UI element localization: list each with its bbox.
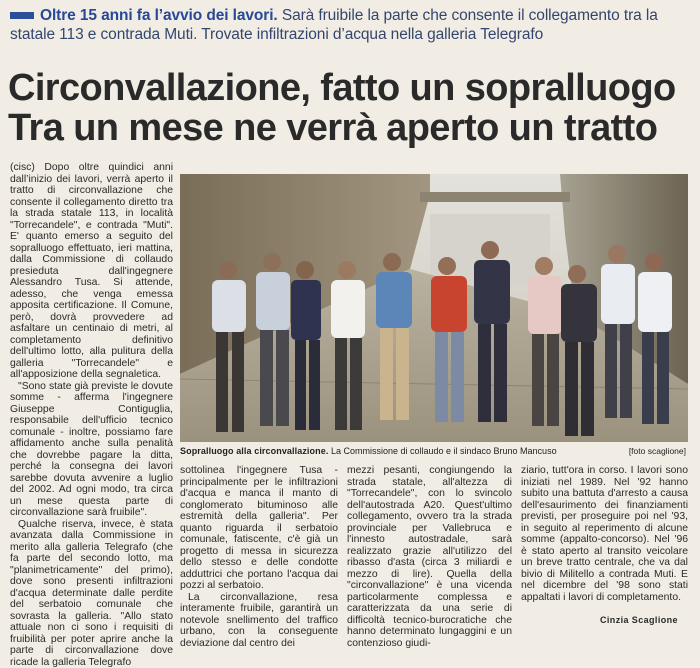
person: [256, 253, 290, 426]
paragraph: mezzi pesanti, congiungendo la strada statale, all'altezza di "Torrecandele", con lo svincolo dell'autostrada A20. Quest'ultimo collegamento, ovvero tra la strada provinciale per Vallebruca e l'innesto autostradale, sarà realizzato grazie all'utilizzo del ribasso d'asta (circa 3 miliardi e mezzo di lire). Quella della "circonvallazione" è una vicenda particolarmente complessa e caratterizzata da una serie di difficoltà tecnico-burocratiche che hanno determinato lungaggini e un contenzioso giudi-: [347, 465, 512, 649]
people-group: [180, 174, 688, 442]
paragraph: Qualche riserva, invece, è stata avanzata dalla Commissione in merito alla galleria Telegrafo (che fa parte del secondo lotto, ma "planimetricamente" del primo), dove sono presenti infiltrazioni d'acqua determinate dalle perdite del serbatoio comunale che sovrasta la galleria. "Allo stato attuale non ci sono i requisiti di fruibilità per poter aprire anche la parte di circonvallazione dove ricade la galleria Telegrafo: [10, 519, 173, 668]
caption-lead: Sopralluogo alla circonvallazione.: [180, 446, 328, 456]
person: [291, 261, 321, 430]
article-column-2: [180, 465, 338, 630]
person: [561, 265, 597, 436]
headline: [8, 68, 698, 148]
person: [528, 257, 562, 426]
kicker-mark-icon: [10, 12, 34, 19]
article-column-1: [10, 162, 173, 624]
kicker-text: Sarà fruibile la parte che consente il collegamento tra la statale 113 e contrada Muti. Trovate infiltrazioni d’acqua nella galleria Telegrafo: [10, 7, 658, 43]
headline-line-2: Tra un mese ne verrà aperto un tratto: [8, 108, 698, 148]
person: [601, 245, 635, 418]
person: [431, 257, 467, 422]
headline-line-1: Circonvallazione, fatto un sopralluogo: [8, 68, 698, 108]
person: [638, 253, 672, 424]
paragraph: sottolinea l'ingegnere Tusa - principalmente per le infiltrazioni d'acqua e manca il manto di conglomerato bituminoso alle estremità della galleria". Per quanto riguarda il serbatoio comunale, fatiscente, c'è già un progetto di messa in sicurezza dello stesso e delle condotte adduttrici che portano l'acqua dai pozzi al serbatoio.: [180, 465, 338, 592]
photo-credit: [foto scaglione]: [629, 444, 686, 458]
person: [331, 261, 365, 430]
byline: Cinzia Scaglione: [600, 615, 678, 625]
paragraph: "Sono state già previste le dovute somme - afferma l'ingegnere Giuseppe Contiguglia, responsabile dell'ufficio tecnico comunale - inoltre, possiamo fare affidamento anche sulla penalità che dovrebbe pagare la ditta, perché la consegna dei lavori sarebbe dovuta avvenire a luglio del 2002. Ad ogni modo, tra circa un mese questa parte di circonvallazione sarà fruibile".: [10, 381, 173, 519]
person: [474, 241, 510, 422]
paragraph: (cisc) Dopo oltre quindici anni dall’inizio dei lavori, verrà aperto il tratto di circonvallazione che consente il collegamento diretto tra la strada statale 113, in località "Torrecandele", e contrada "Muti". E' quanto emerso a seguito del sopralluogo effettuato, ieri mattina, dalla Commissione di collaudo presieduta dall'ingegnere Alessandro Tusa. Si attende, adesso, che venga emessa apposita certificazione. Il Comune, però, dovrà provvedere ad asfaltare un centinaio di metri, al completamento definitivo dell'ultimo lotto, alla pulitura della galleria "Torrecandele" e all'apposizione della segnaletica.: [10, 162, 173, 381]
article-column-4: [521, 465, 688, 615]
person: [212, 261, 246, 432]
caption-text: La Commissione di collaudo e il sindaco Bruno Mancuso: [331, 446, 557, 456]
person: [376, 253, 412, 420]
photo-caption: [180, 444, 688, 458]
kicker-lead: Oltre 15 anni fa l’avvio dei lavori.: [40, 7, 278, 24]
article-column-3: [347, 465, 512, 630]
paragraph: La circonvallazione, resa interamente fruibile, garantirà un notevole snellimento del traffico urbano, con la conseguente deviazione dal centro dei: [180, 592, 338, 650]
kicker: [10, 6, 694, 44]
paragraph: ziario, tutt'ora in corso. I lavori sono iniziati nel 1989. Nel '92 hanno subito una battuta d'arresto a causa dell'esaurimento dei finanziamenti previsti, per proseguire poi nel '93, in seguito al reperimento di alcune somme (appalto-concorso). Nel '96 è stato aperto al transito veicolare un breve tratto centrale, che va dal bivio di Militello a contrada Muti. E nel dicembre del '98 sono stati appaltati i lavori di completamento.: [521, 465, 688, 603]
group-photo: [180, 174, 688, 442]
